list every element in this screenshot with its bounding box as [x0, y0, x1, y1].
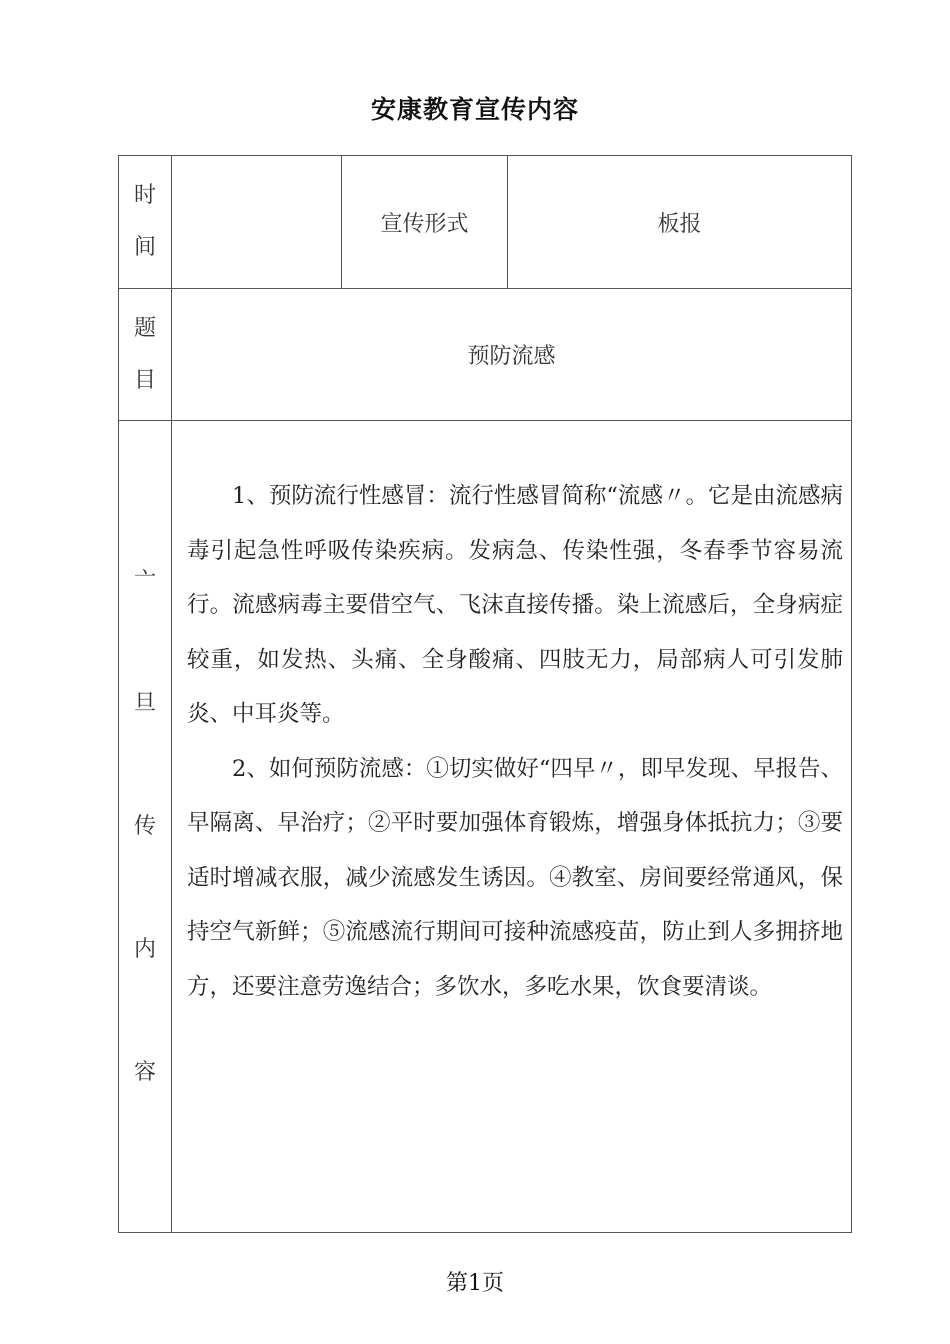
- content-paragraph-1: 1、预防流行性感冒：流行性感冒简称“流感〃。它是由流感病毒引起急性呼吸传染疾病。发病急、传染性强，冬春季节容易流行。流感病毒主要借空气、飞沫直接传播。染上流感后，全身病症较重，如发热、头痛、全身酸痛、四肢无力，局部病人可引发肺炎、中耳炎等。: [187, 483, 843, 727]
- time-row: [119, 156, 852, 289]
- time-value-cell: [172, 156, 342, 289]
- content-label-char-3: 内: [133, 937, 156, 962]
- content-paragraph-2: 2、如何预防流感：①切实做好“四早〃，即早发现、早报告、早隔离、早治疗；②平时要加强体育锻炼，增强身体抵抗力；③要适时增减衣服，减少流感发生诱因。④教室、房间要经常通风，保持空气新鲜；⑤流感流行期间可接种流感疫苗，防止到人多拥挤地方，还要注意劳逸结合；多饮水，多吃水果，饮食要清谈。: [187, 755, 843, 1000]
- topic-label-char-2: 目: [133, 367, 156, 393]
- topic-row: [119, 289, 852, 421]
- content-body-cell: [172, 421, 852, 1233]
- form-value-cell: 板报: [508, 156, 852, 289]
- content-row: [119, 421, 852, 1233]
- content-label-char-2: 传: [133, 814, 156, 839]
- content-label-char-4: 容: [133, 1060, 156, 1085]
- content-label-cell: [119, 421, 172, 1233]
- topic-value-cell: 预防流感: [172, 289, 852, 421]
- page-number: 第1页: [446, 1271, 504, 1296]
- time-label-char-1: 时: [133, 183, 156, 208]
- time-label-char-2: 间: [133, 235, 156, 260]
- topic-label-cell: [119, 289, 172, 421]
- topic-label-char-1: 题: [133, 315, 156, 341]
- form-label-cell: 宣传形式: [342, 156, 508, 289]
- content-body: [172, 421, 851, 1014]
- content-label-char-1: 亠旦: [133, 568, 156, 716]
- time-label-cell: [119, 156, 172, 289]
- publicity-form-table: [118, 155, 852, 1233]
- document-title: 安康教育宣传内容: [370, 95, 579, 124]
